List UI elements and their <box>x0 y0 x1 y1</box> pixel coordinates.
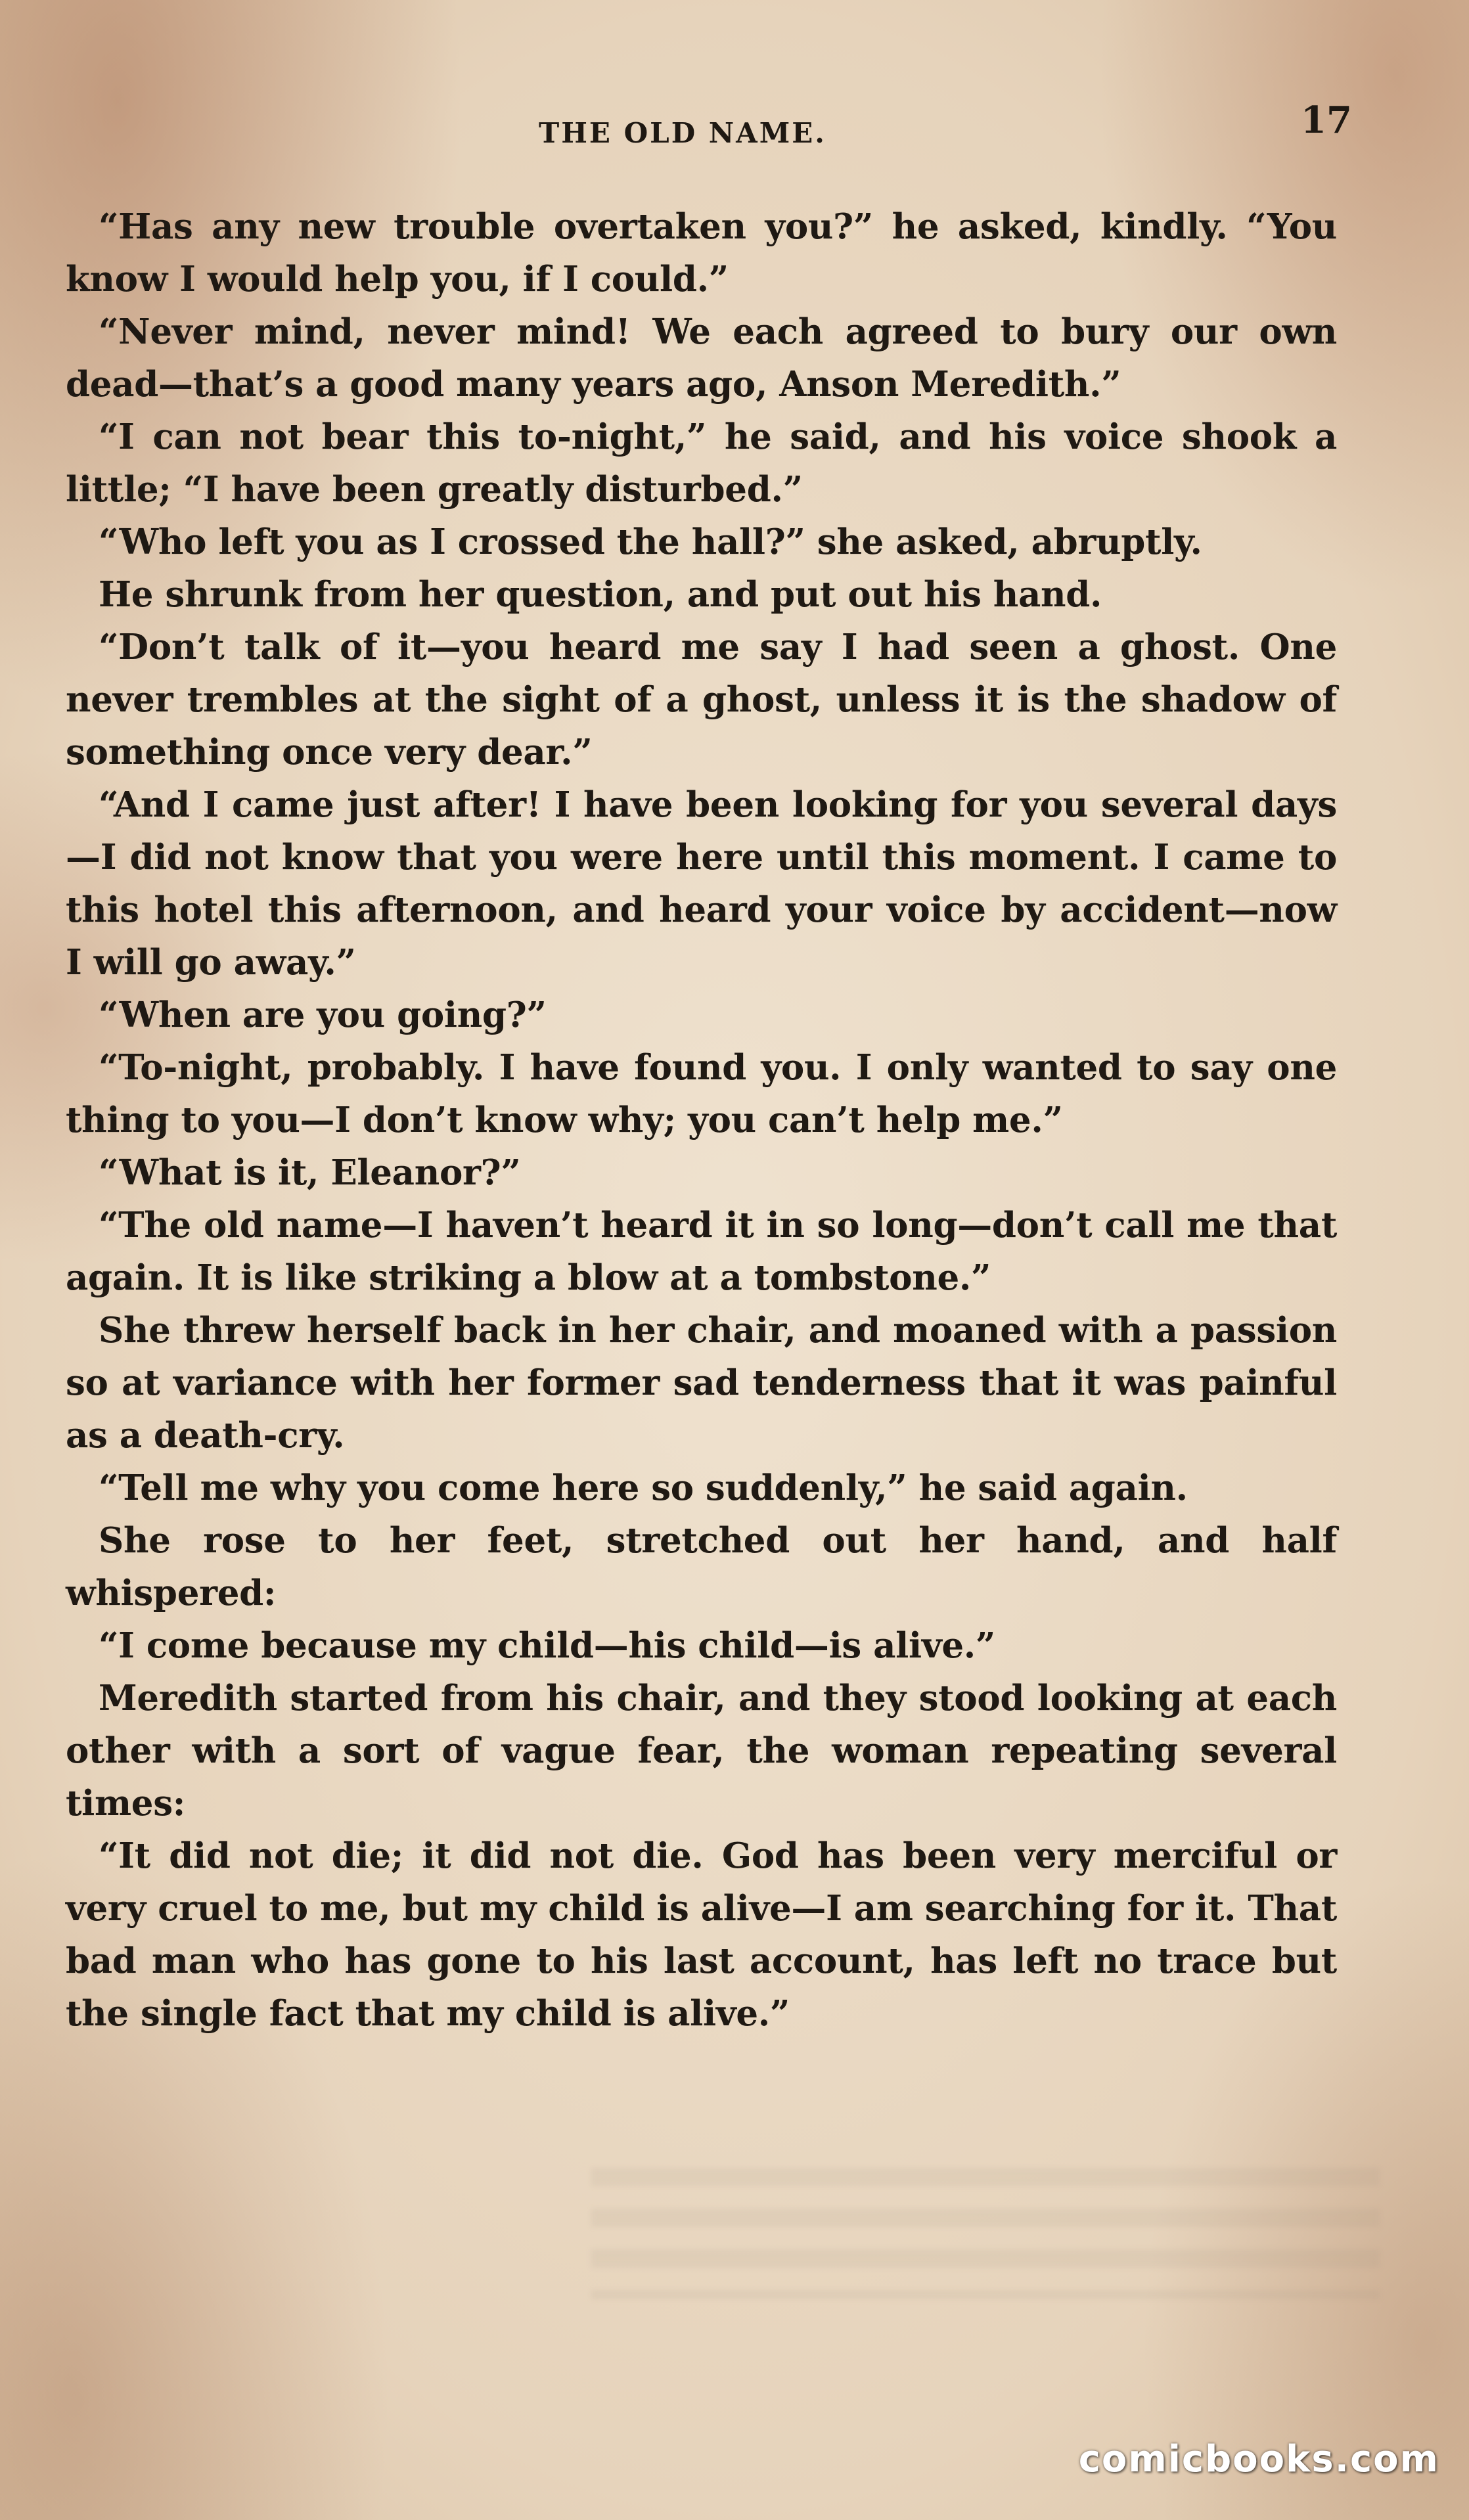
paragraph: Meredith started from his chair, and they stood looking at each other with a sort of vague fear, the woman repeating several times: <box>66 1678 1337 1824</box>
paragraph: “When are you going?” <box>99 995 547 1035</box>
paragraph: “To-night, probably. I have found you. I only wanted to say one thing to you—I don’t know why; you can’t help me.” <box>66 1047 1337 1140</box>
paragraph: “Don’t talk of it—you heard me say I had seen a ghost. One never trembles at the sight of a ghost, unless it is the shadow of something once very dear.” <box>66 627 1337 773</box>
paragraph: “And I came just after! I have been looking for you several days—I did not know that you were here until this moment. I came to this hotel this afternoon, and heard your voice by accident—now I will go away.” <box>66 784 1337 983</box>
paragraph: “Who left you as I crossed the hall?” she asked, abruptly. <box>99 522 1202 562</box>
paragraph: “Tell me why you come here so suddenly,” he said again. <box>99 1468 1188 1508</box>
paragraph: “Never mind, never mind! We each agreed to bury our own dead—that’s a good many years ago, Anson Meredith.” <box>66 311 1337 405</box>
paragraph: “What is it, Eleanor?” <box>99 1152 521 1193</box>
watermark: comicbooks.com <box>1078 2438 1439 2481</box>
paragraph: “I can not bear this to-night,” he said, and his voice shook a little; “I have been greatly disturbed.” <box>66 416 1337 510</box>
page-number: 17 <box>1301 99 1352 142</box>
paragraph: “It did not die; it did not die. God has been very merciful or very cruel to me, but my child is alive—I am searching for it. That bad man who has gone to his last account, has left no trace but the single fact that my child is alive.” <box>66 1835 1337 2034</box>
body-text <box>66 200 1337 2040</box>
running-head: THE OLD NAME. <box>539 117 826 149</box>
paragraph: He shrunk from her question, and put out his hand. <box>99 574 1102 615</box>
page-header <box>0 99 1469 151</box>
bleed-through-shadow <box>591 2168 1380 2299</box>
paragraph: “Has any new trouble overtaken you?” he asked, kindly. “You know I would help you, if I could.” <box>66 206 1337 300</box>
paragraph: She rose to her feet, stretched out her hand, and half whispered: <box>66 1520 1337 1613</box>
paragraph: “I come because my child—his child—is alive.” <box>99 1625 996 1666</box>
paragraph: She threw herself back in her chair, and moaned with a passion so at variance with her former sad tenderness that it was painful as a death-cry. <box>66 1310 1337 1456</box>
paragraph: “The old name—I haven’t heard it in so long—don’t call me that again. It is like striking a blow at a tombstone.” <box>66 1205 1337 1298</box>
